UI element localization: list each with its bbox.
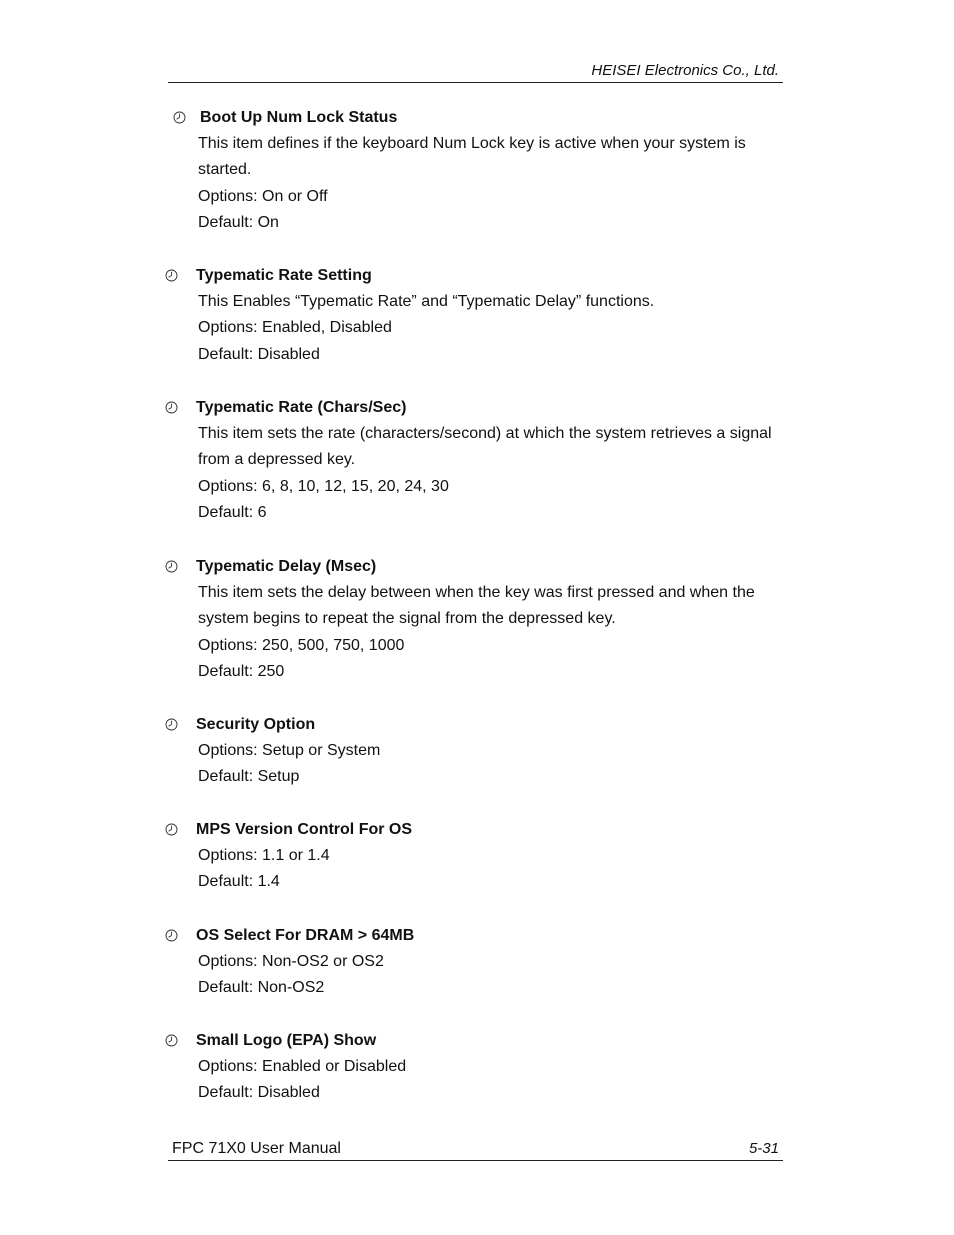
- setting-title: Typematic Rate Setting: [196, 267, 372, 284]
- setting-item: [0, 105, 954, 236]
- setting-description-line: Options: Enabled or Disabled: [198, 1058, 407, 1075]
- setting-title: Typematic Delay (Msec): [196, 558, 377, 575]
- company-name: HEISEI Electronics Co., Ltd.: [591, 62, 779, 79]
- manual-title: FPC 71X0 User Manual: [172, 1140, 341, 1157]
- setting-item: [0, 554, 954, 685]
- setting-heading: [0, 263, 954, 289]
- setting-description-line: Default: Setup: [198, 768, 300, 786]
- setting-description-line: Options: Non-OS2 or OS2: [198, 953, 384, 970]
- setting-item: [0, 923, 954, 1002]
- setting-description-line: Options: 250, 500, 750, 1000: [198, 636, 405, 654]
- setting-description-line: Options: 1.1 or 1.4: [198, 847, 330, 864]
- setting-description-line: Options: Enabled, Disabled: [198, 319, 392, 337]
- setting-description-line: Default: 250: [198, 662, 285, 680]
- setting-description-line: Default: 1.4: [198, 873, 280, 891]
- setting-description-line: started.: [198, 161, 252, 179]
- setting-item: [0, 1028, 954, 1107]
- setting-heading: [0, 395, 954, 421]
- clock-bullet-icon: [165, 929, 178, 942]
- header-divider: [168, 82, 783, 83]
- setting-description-line: Default: 6: [198, 503, 267, 521]
- footer-divider: [168, 1160, 783, 1161]
- setting-description-line: from a depressed key.: [198, 451, 356, 469]
- clock-bullet-icon: [165, 823, 178, 836]
- setting-title: OS Select For DRAM > 64MB: [196, 927, 415, 944]
- setting-description-line: This item defines if the keyboard Num Lock key is active when your system is: [198, 135, 746, 152]
- setting-heading: [0, 817, 954, 843]
- setting-heading: [0, 554, 954, 580]
- setting-item: [0, 395, 954, 526]
- setting-title: MPS Version Control For OS: [196, 821, 413, 838]
- setting-description-line: Default: On: [198, 213, 279, 231]
- setting-description-line: system begins to repeat the signal from the depressed key.: [198, 610, 616, 628]
- setting-description-line: Default: Non-OS2: [198, 979, 325, 997]
- setting-title: Small Logo (EPA) Show: [196, 1032, 377, 1049]
- setting-item: [0, 263, 954, 368]
- setting-title: Typematic Rate (Chars/Sec): [196, 399, 407, 416]
- setting-description-line: Options: Setup or System: [198, 742, 381, 759]
- setting-description-line: Default: Disabled: [198, 345, 320, 363]
- setting-description-line: Default: Disabled: [198, 1084, 320, 1102]
- clock-bullet-icon: [165, 560, 178, 573]
- clock-bullet-icon: [165, 269, 178, 282]
- setting-description-line: This item sets the rate (characters/second) at which the system retrieves a signal: [198, 425, 772, 442]
- clock-bullet-icon: [165, 718, 178, 731]
- setting-title: Boot Up Num Lock Status: [200, 109, 398, 126]
- setting-description-line: Options: On or Off: [198, 187, 328, 205]
- page-number: 5-31: [748, 1140, 779, 1157]
- setting-description-line: This Enables “Typematic Rate” and “Typematic Delay” functions.: [198, 293, 655, 310]
- setting-title: Security Option: [196, 716, 316, 733]
- clock-bullet-icon: [165, 401, 178, 414]
- clock-bullet-icon: [165, 1034, 178, 1047]
- setting-heading: [0, 105, 954, 131]
- setting-heading: [0, 712, 954, 738]
- setting-description-line: This item sets the delay between when the key was first pressed and when the: [198, 584, 755, 601]
- setting-heading: [0, 1028, 954, 1054]
- setting-item: [0, 817, 954, 896]
- setting-description-line: Options: 6, 8, 10, 12, 15, 20, 24, 30: [198, 477, 449, 495]
- setting-item: [0, 712, 954, 791]
- clock-bullet-icon: [173, 111, 186, 124]
- setting-heading: [0, 923, 954, 949]
